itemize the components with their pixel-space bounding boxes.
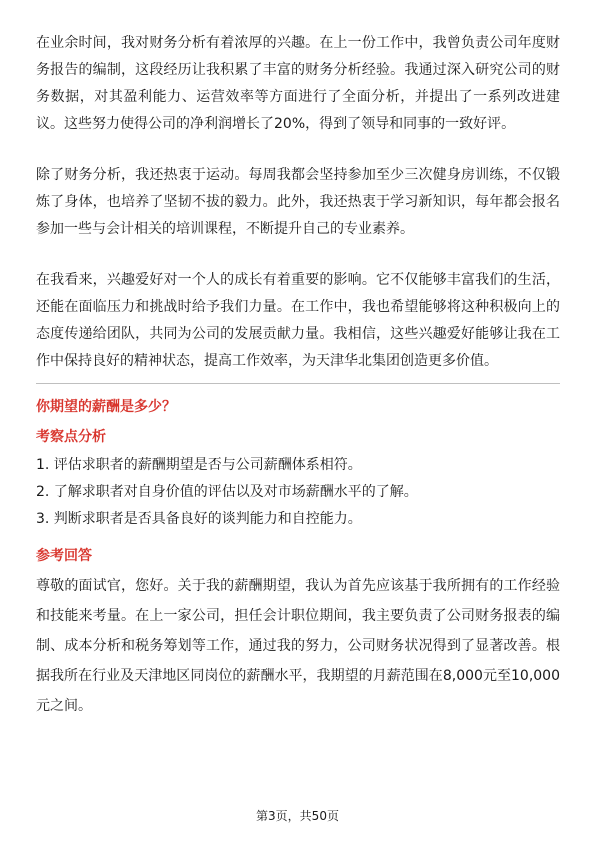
list-item: 3. 判断求职者是否具备良好的谈判能力和自控能力。 (36, 511, 362, 527)
reference-answer-label: 参考回答 (36, 548, 92, 564)
question-heading: 你期望的薪酬是多少？ (36, 399, 176, 415)
paragraph-financial-analysis: 在业余时间，我对财务分析有着浓厚的兴趣。在上一份工作中，我曾负责公司年度财务报告的编制，这段经历让我积累了丰富的财务分析经验。我通过深入研究公司的财务数据，对其盈利能力、运营效率等方面进行了全面分析，并提出了一系列改进建议。这些努力使得公司的净利润增长了20%，得到了领导和同事的一致好评。 (36, 35, 560, 132)
list-item: 1. 评估求职者的薪酬期望是否与公司薪酬体系相符。 (36, 457, 362, 473)
paragraph-hobby-impact: 在我看来，兴趣爱好对一个人的成长有着重要的影响。它不仅能够丰富我们的生活，还能在面临压力和挑战时给予我们力量。在工作中，我也希望能够将这种积极向上的态度传递给团队，共同为公司的发展贡献力量。我相信，这些兴趣爱好能够让我在工作中保持良好的精神状态，提高工作效率，为天津华北集团创造更多价值。 (36, 272, 560, 369)
paragraph-sports-learning: 除了财务分析，我还热衷于运动。每周我都会坚持参加至少三次健身房训练，不仅锻炼了身体，也培养了坚韧不拔的毅力。此外，我还热衷于学习新知识，每年都会报名参加一些与会计相关的培训课程，不断提升自己的专业素养。 (36, 167, 560, 237)
analysis-label: 考察点分析 (36, 429, 106, 445)
analysis-list (36, 452, 560, 533)
page-number-footer: 第3页，共50页 (256, 809, 339, 823)
section-divider (36, 383, 560, 384)
document-page (36, 30, 560, 721)
list-item: 2. 了解求职者对自身价值的评估以及对市场薪酬水平的了解。 (36, 484, 418, 500)
reference-answer-text: 尊敬的面试官，您好。关于我的薪酬期望，我认为首先应该基于我所拥有的工作经验和技能来考量。在上一家公司，担任会计职位期间，我主要负责了公司财务报表的编制、成本分析和税务筹划等工作，通过我的努力，公司财务状况得到了显著改善。根据我所在行业及天津地区同岗位的薪酬水平，我期望的月薪范围在8,000元至10,000元之间。 (36, 578, 560, 714)
